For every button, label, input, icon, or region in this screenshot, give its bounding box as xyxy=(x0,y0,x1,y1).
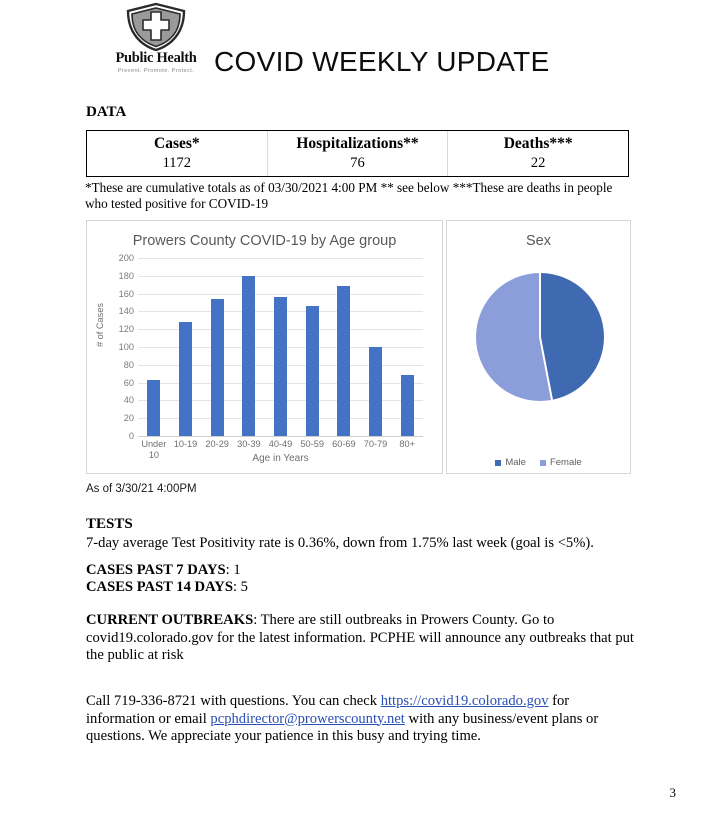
bar-chart-gridline xyxy=(138,436,423,437)
table-footnote: *These are cumulative totals as of 03/30/2021 4:00 PM ** see below ***These are deaths in people who tested positive for COVID-19 xyxy=(85,180,613,211)
bar-chart-bar xyxy=(401,375,414,436)
bar-chart-bar-cell xyxy=(201,258,233,436)
bar-chart-x-tick-label: 80+ xyxy=(399,439,415,449)
bar-chart-bar xyxy=(274,297,287,436)
bar-chart-x-tick-label: 20-29 xyxy=(205,439,229,449)
sex-pie-chart xyxy=(446,220,631,474)
bar-chart-title: Prowers County COVID-19 by Age group xyxy=(132,233,397,249)
pie-legend-label: Male xyxy=(505,457,526,468)
pcph-director-email-link[interactable]: pcphdirector@prowerscounty.net xyxy=(210,710,405,727)
page-number: 3 xyxy=(669,785,676,800)
column-header: Hospitalizations** xyxy=(296,135,419,152)
bar-chart-y-tick-label: 0 xyxy=(128,431,134,441)
tests-section-heading: TESTS xyxy=(86,516,133,532)
age-group-bar-chart xyxy=(86,220,443,474)
pie-chart-title: Sex xyxy=(526,233,551,249)
bar-chart-x-tick-label: Under 10 xyxy=(141,439,167,460)
column-value: 22 xyxy=(530,155,546,171)
data-section-heading: DATA xyxy=(86,104,127,120)
document-header xyxy=(86,2,634,94)
bar-chart-y-tick-label: 40 xyxy=(123,395,134,406)
current-outbreaks-text: : There are still outbreaks in Prowers County. Go to covid19.colorado.gov for the latest information. PCPHE will announce any outbreaks that put the public at risk xyxy=(86,612,634,663)
contact-text-part1: Call 719-336-8721 with questions. You can check xyxy=(86,693,381,709)
bar-chart-bar xyxy=(179,322,192,436)
table-column-hospitalizations xyxy=(268,131,449,176)
page-title: COVID WEEKLY UPDATE xyxy=(214,46,550,77)
bar-chart-y-tick-label: 160 xyxy=(118,288,134,299)
bar-chart-y-tick-label: 140 xyxy=(118,306,134,317)
bar-chart-x-tick-label: 70-79 xyxy=(363,439,388,449)
bar-chart-x-tick-label: 50-59 xyxy=(300,439,324,449)
bar-chart-bar xyxy=(242,276,255,436)
bar-chart-y-tick-label: 80 xyxy=(123,359,134,370)
bar-chart-bar-cell xyxy=(233,258,265,436)
logo-tagline: Prevent. Promote. Protect. xyxy=(117,68,195,74)
pie-legend-item xyxy=(540,457,582,468)
pie-legend-swatch xyxy=(495,460,501,466)
cases-past-7-days-label: CASES PAST 7 DAYS xyxy=(86,562,226,578)
test-positivity-text: 7-day average Test Positivity rate is 0.36%, down from 1.75% last week (goal is <5%). xyxy=(86,535,594,551)
logo-wordmark: Public Health xyxy=(115,50,197,66)
column-value: 76 xyxy=(350,155,365,171)
bar-chart-x-tick-label: 30-39 xyxy=(237,439,261,449)
bar-chart-plot-area xyxy=(118,253,423,441)
table-column-deaths xyxy=(448,131,628,176)
column-value: 1172 xyxy=(162,155,192,171)
pie-legend-label: Female xyxy=(549,457,582,468)
pie-slice-separator xyxy=(539,273,541,337)
bar-chart-bar xyxy=(337,286,350,436)
bar-chart-bar xyxy=(211,299,224,436)
public-health-logo xyxy=(104,2,208,74)
current-outbreaks-heading: CURRENT OUTBREAKS xyxy=(86,612,254,628)
table-column-cases xyxy=(87,131,268,176)
bar-chart-bar xyxy=(306,306,319,436)
pie-legend-swatch xyxy=(540,460,546,466)
bar-chart-y-tick-label: 180 xyxy=(118,270,134,281)
bar-chart-bars xyxy=(138,258,423,436)
contact-text-part3: with any business/event plans or questions. We appreciate your patience in this busy and trying time. xyxy=(86,710,599,744)
current-outbreaks-paragraph xyxy=(86,612,634,665)
bar-chart-bar-cell xyxy=(265,258,297,436)
bar-chart-y-tick-label: 100 xyxy=(118,342,134,352)
contact-text-part2: for information or email xyxy=(86,693,570,727)
cases-past-14-days-label: CASES PAST 14 DAYS xyxy=(86,579,233,595)
bar-chart-x-tick-label: 60-69 xyxy=(332,439,356,449)
bar-chart-y-axis-title: # of Cases xyxy=(95,303,105,347)
bar-chart-bar-cell xyxy=(328,258,360,436)
bar-chart-x-tick-label: 40-49 xyxy=(268,439,293,449)
bar-chart-y-tick-label: 120 xyxy=(118,324,134,335)
bar-chart-bar-cell xyxy=(360,258,392,436)
bar-chart-y-tick-label: 20 xyxy=(123,413,134,424)
bar-chart-y-tick-label: 200 xyxy=(118,253,134,263)
chart-as-of-label: As of 3/30/21 4:00PM xyxy=(86,483,197,495)
bar-chart-y-tick-label: 60 xyxy=(123,377,134,388)
pie-chart-graphic xyxy=(476,273,604,401)
pie-legend-item xyxy=(495,457,526,468)
bar-chart-bar-cell xyxy=(391,258,423,436)
pie-slice-separator xyxy=(539,337,553,400)
cases-past-14-days-value: : 5 xyxy=(232,579,248,595)
bar-chart-bar-cell xyxy=(170,258,202,436)
bar-chart-bar xyxy=(147,380,160,436)
bar-chart-x-tick-label: 10-19 xyxy=(173,439,198,449)
shield-cross-icon xyxy=(125,2,187,52)
contact-paragraph xyxy=(86,693,634,746)
bar-chart-x-axis-title: Age in Years xyxy=(252,453,309,464)
cases-past-14-days-line xyxy=(86,579,634,597)
bar-chart-bar-cell xyxy=(138,258,170,436)
column-header: Cases* xyxy=(154,135,200,152)
bar-chart-bar xyxy=(369,347,382,436)
cases-past-7-days-value: : 1 xyxy=(225,562,241,578)
covid19-colorado-gov-link[interactable]: https://covid19.colorado.gov xyxy=(380,693,549,709)
cases-past-7-days-line xyxy=(86,562,634,580)
bar-chart-bar-cell xyxy=(296,258,328,436)
pie-chart-legend xyxy=(447,457,630,468)
summary-table xyxy=(86,130,629,177)
column-header: Deaths*** xyxy=(503,135,573,152)
